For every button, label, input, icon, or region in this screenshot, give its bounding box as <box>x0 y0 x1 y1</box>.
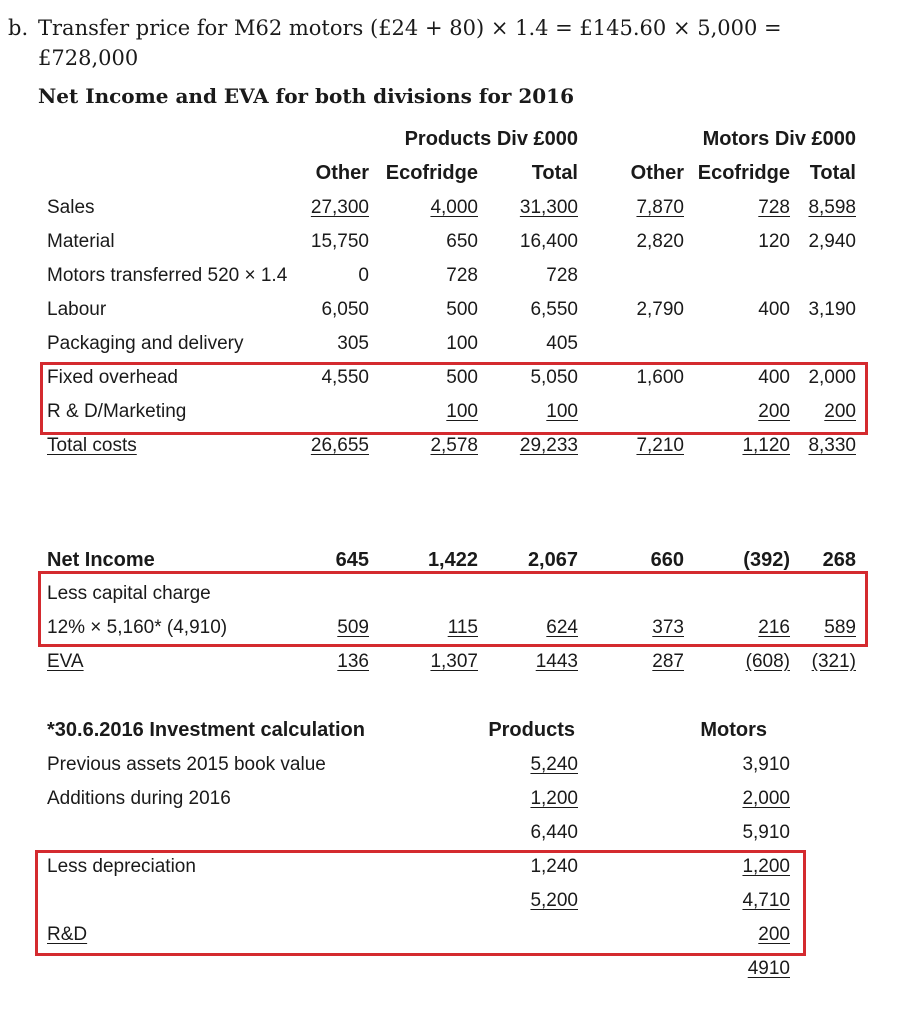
transfer-price-line-2: £728,000 <box>38 46 139 70</box>
cell: 100 <box>446 333 478 354</box>
cell: 2,067 <box>527 549 578 571</box>
cell: 2,000 <box>808 367 856 388</box>
inv-cell: 6,440 <box>530 822 578 843</box>
inv-cell: 2,000 <box>742 788 790 809</box>
inv-label-additions: Additions during 2016 <box>47 788 231 809</box>
cell: 305 <box>337 333 369 354</box>
cell: 405 <box>546 333 578 354</box>
cell: (392) <box>743 549 790 571</box>
cell: 26,655 <box>310 435 369 456</box>
inv-cell: 3,910 <box>742 754 790 775</box>
row-label-eva: EVA <box>47 651 84 672</box>
cell: 400 <box>758 367 790 388</box>
cell: 16,400 <box>519 231 578 252</box>
cell: 2,940 <box>808 231 856 252</box>
inv-cell: 4910 <box>747 958 790 979</box>
cell: 660 <box>650 549 684 571</box>
cell: 2,790 <box>636 299 684 320</box>
section-heading: Net Income and EVA for both divisions for 2016 <box>38 84 574 108</box>
cell: 7,210 <box>636 435 684 456</box>
inv-cell: 1,200 <box>742 856 790 877</box>
cell: 1,307 <box>430 651 478 672</box>
cell: 136 <box>337 651 369 672</box>
investment-col-motors: Motors <box>700 719 767 741</box>
inv-label-less-depreciation: Less depreciation <box>47 856 196 877</box>
row-label-labour: Labour <box>47 299 107 320</box>
cell: 1,120 <box>742 435 790 456</box>
cell: 115 <box>447 617 478 638</box>
cell: 509 <box>337 617 369 638</box>
cell: 31,300 <box>519 197 578 218</box>
cell: 8,598 <box>808 197 856 218</box>
row-label-fixed-overhead: Fixed overhead <box>47 367 178 388</box>
cell: 728 <box>446 265 478 286</box>
cell: 624 <box>546 617 578 638</box>
row-label-net-income: Net Income <box>47 549 155 571</box>
cell: 6,050 <box>321 299 369 320</box>
cell: 287 <box>652 651 684 672</box>
col-motors-total: Total <box>809 162 856 184</box>
cell: 1443 <box>535 651 578 672</box>
col-products-total: Total <box>531 162 578 184</box>
cell: 5,050 <box>530 367 578 388</box>
row-label-material: Material <box>47 231 115 252</box>
inv-cell: 1,200 <box>530 788 578 809</box>
highlight-box-capital-charge <box>38 571 868 647</box>
cell: 1,600 <box>636 367 684 388</box>
cell: 728 <box>546 265 578 286</box>
row-label-total-costs: Total costs <box>47 435 137 456</box>
row-label-capital-charge-rate: 12% × 5,160* (4,910) <box>47 617 228 638</box>
inv-cell: 5,910 <box>742 822 790 843</box>
cell: 268 <box>822 549 856 571</box>
cell: 29,233 <box>519 435 578 456</box>
cell: 1,422 <box>427 549 478 571</box>
row-label-rd-marketing: R & D/Marketing <box>47 401 187 422</box>
cell: 7,870 <box>636 197 684 218</box>
cell: 500 <box>446 367 478 388</box>
cell: (608) <box>745 651 790 672</box>
cell: 4,550 <box>321 367 369 388</box>
inv-label-previous-assets: Previous assets 2015 book value <box>47 754 326 775</box>
cell: 500 <box>446 299 478 320</box>
cell: 589 <box>824 617 856 638</box>
inv-label-rd: R&D <box>47 924 88 945</box>
cell: 650 <box>446 231 478 252</box>
inv-cell: 5,200 <box>530 890 578 911</box>
item-label: b. <box>8 16 29 40</box>
products-division-header: Products Div £000 <box>404 128 578 150</box>
cell: 400 <box>758 299 790 320</box>
highlight-box-depreciation-rd <box>35 850 806 956</box>
inv-cell: 4,710 <box>742 890 790 911</box>
cell: 200 <box>758 401 790 422</box>
col-motors-ecofridge: Ecofridge <box>697 162 790 184</box>
row-label-less-capital-charge: Less capital charge <box>47 583 211 604</box>
cell: 3,190 <box>808 299 856 320</box>
investment-col-products: Products <box>488 719 575 741</box>
cell: 6,550 <box>530 299 578 320</box>
row-label-sales: Sales <box>47 197 95 218</box>
cell: 100 <box>446 401 478 422</box>
highlight-box-overhead-rd <box>40 362 868 435</box>
row-label-motors-transferred: Motors transferred 520 × 1.4 <box>47 265 288 286</box>
inv-cell: 200 <box>758 924 790 945</box>
motors-division-header: Motors Div £000 <box>702 128 856 150</box>
cell: 2,578 <box>430 435 478 456</box>
cell: 373 <box>652 617 684 638</box>
cell: 216 <box>758 617 790 638</box>
cell: 15,750 <box>310 231 369 252</box>
cell: 120 <box>758 231 790 252</box>
inv-cell: 1,240 <box>530 856 578 877</box>
col-products-ecofridge: Ecofridge <box>385 162 478 184</box>
col-products-other: Other <box>315 162 369 184</box>
cell: (321) <box>811 651 856 672</box>
col-motors-other: Other <box>630 162 684 184</box>
cell: 8,330 <box>808 435 856 456</box>
cell: 645 <box>335 549 369 571</box>
cell: 2,820 <box>636 231 684 252</box>
cell: 27,300 <box>310 197 369 218</box>
transfer-price-line-1: Transfer price for M62 motors (£24 + 80) × 1.4 = £145.60 × 5,000 = <box>38 16 782 40</box>
cell: 4,000 <box>430 197 478 218</box>
cell: 728 <box>758 197 790 218</box>
inv-cell: 5,240 <box>530 754 578 775</box>
investment-title: *30.6.2016 Investment calculation <box>47 719 365 741</box>
cell: 0 <box>358 265 369 286</box>
row-label-packaging: Packaging and delivery <box>47 333 244 354</box>
cell: 100 <box>546 401 578 422</box>
cell: 200 <box>824 401 856 422</box>
